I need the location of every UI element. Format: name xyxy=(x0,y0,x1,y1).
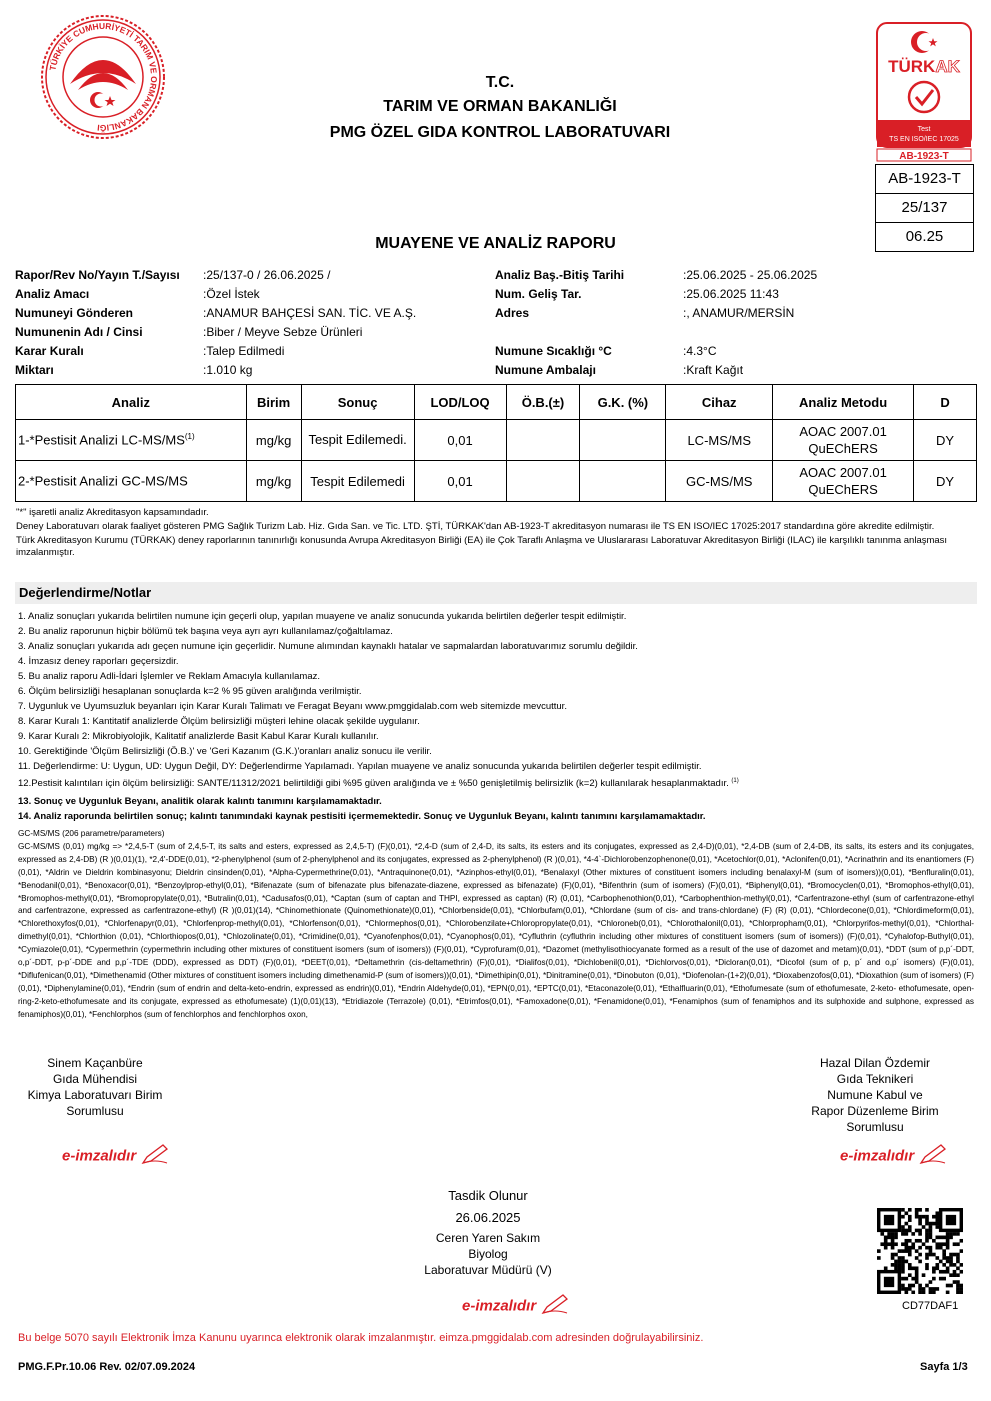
info-label: Karar Kuralı xyxy=(15,344,84,358)
info-value: :, ANAMUR/MERSİN xyxy=(683,306,795,320)
note-item: 8. Karar Kuralı 1: Kantitatif analizlerde Ölçüm belirsizliği müşteri lehine olacak şekilde uygulanır. xyxy=(18,716,420,727)
form-number: PMG.F.Pr.10.06 Rev. 02/07.09.2024 xyxy=(18,1361,196,1373)
signer-name: Hazal Dilan Özdemir xyxy=(819,1056,931,1070)
signer-role: Rapor Düzenleme Birim xyxy=(811,1104,939,1118)
table-row xyxy=(16,461,977,502)
uncertainty-cell xyxy=(506,461,580,502)
accreditation-notes xyxy=(16,507,976,559)
note-item: 5. Bu analiz raporu Adli-İdari İşlemler ve Reklam Amacıyla kullanılamaz. xyxy=(18,671,321,682)
turkak-standard: TS EN ISO/IEC 17025 xyxy=(889,136,959,143)
esignature-footer-note: Bu belge 5070 sayılı Elektronik İmza Kanunu uyarınca elektronik olarak imzalanmıştır. eimza.pmggidalab.com adresinden doğrulayabilirsiniz. xyxy=(18,1332,704,1344)
notes-list xyxy=(18,609,976,824)
method-cell: AOAC 2007.01 QuEChERS xyxy=(773,461,914,502)
info-value: :1.010 kg xyxy=(203,363,253,377)
column-header: Analiz Metodu xyxy=(773,385,914,420)
info-label: Num. Geliş Tar. xyxy=(495,287,582,301)
info-value: :25.06.2025 11:43 xyxy=(683,287,779,301)
header-tc: T.C. xyxy=(485,74,515,91)
column-header: Ö.B.(±) xyxy=(506,385,580,420)
esignature-center: e-imzalıdır xyxy=(462,1293,569,1320)
info-label: Numune Sıcaklığı °C xyxy=(495,344,612,358)
note-item: 4. İmzasız deney raporları geçersizdir. xyxy=(18,656,179,667)
signer-role: Laboratuvar Müdürü (V) xyxy=(424,1263,552,1277)
approval-text: Tasdik Olunur xyxy=(448,1188,528,1203)
approval-date: 26.06.2025 xyxy=(455,1210,521,1225)
notes-title: Değerlendirme/Notlar xyxy=(15,582,977,604)
column-header: Analiz xyxy=(16,385,247,420)
evaluation-cell: DY xyxy=(914,420,977,461)
note-item: 10. Gerektiğinde 'Ölçüm Belirsizliği (Ö.B.)' ve 'Geri Kazanım (G.K.)'oranları analiz sonucu ile verilir. xyxy=(18,746,432,757)
lod-cell: 0,01 xyxy=(414,461,506,502)
note-item: 9. Karar Kuralı 2: Mikrobiyolojik, Kalitatif analizlerde Basit Kabul Karar Kuralı kullanılır. xyxy=(18,731,379,742)
signer-title: Gıda Teknikeri xyxy=(836,1072,914,1086)
info-label: Analiz Amacı xyxy=(15,287,90,301)
analysis-name: 1-*Pestisit Analizi LC-MS/MS$^{(1)}$ xyxy=(16,420,247,461)
info-value: :Biber / Meyve Sebze Ürünleri xyxy=(203,325,363,339)
signer-role: Numune Kabul ve xyxy=(827,1088,923,1102)
signer-name: Sinem Kaçanbüre xyxy=(47,1056,143,1070)
note-item: 12.Pestisit kalıntıları için ölçüm belirsizliği: SANTE/11312/2021 belirtildiği gibi %95 güven aralığında ve ± %50 genişletilmiş belirsizlik (k=2) kullanılarak hesaplanmaktadır. $^{(1)}$ xyxy=(18,778,739,790)
signature-center xyxy=(388,1188,588,1278)
note-item: 7. Uygunluk ve Uyumsuzluk beyanları için Karar Kuralı Talimatı ve Feragat Beyanı www.pmggidalab.com web sitemizde mevcuttur. xyxy=(18,701,567,712)
recovery-cell xyxy=(580,420,666,461)
qr-code-icon xyxy=(877,1208,963,1294)
info-value: :Özel İstek xyxy=(203,287,260,301)
parameter-title: GC-MS/MS (206 parametre/parameters) xyxy=(18,829,165,838)
report-number: 25/137 xyxy=(876,194,973,223)
column-header: Cihaz xyxy=(666,385,773,420)
accreditation-note: Deney Laboratuvarı olarak faaliyet gösteren PMG Sağlık Turizm Lab. Hiz. Gıda San. ve Tic. LTD. ŞTİ, TÜRKAK'dan AB-1923-T akreditasyon numarası ile TS EN ISO/IEC 17025:2017 standardına göre akredite edilmiştir. xyxy=(16,521,935,532)
column-header: G.K. (%) xyxy=(580,385,666,420)
turkak-test-label: Test xyxy=(917,126,931,133)
signer-name: Ceren Yaren Sakım xyxy=(435,1231,541,1245)
column-header: LOD/LOQ xyxy=(414,385,506,420)
result-cell: Tespit Edilemedi xyxy=(301,461,414,502)
accreditation-note: "*" işaretli analiz Akreditasyon kapsamındadır. xyxy=(16,507,209,518)
note-item-bold: 14. Analiz raporunda belirtilen sonuç; kalıntı tanımındaki kaynak pestisiti içermemektedir. Sonuç ve Uygunluk Beyanı, kalıntı tanımını karşılamamaktadır. xyxy=(18,811,706,823)
signer-role: Sorumlusu xyxy=(66,1104,124,1118)
header-ministry: TARIM VE ORMAN BAKANLIĞI xyxy=(383,98,617,115)
info-label: Numuneyi Gönderen xyxy=(15,306,134,320)
info-value: :25/137-0 / 26.06.2025 / xyxy=(203,268,331,282)
pen-icon xyxy=(141,1143,169,1170)
uncertainty-cell xyxy=(506,420,580,461)
device-cell: LC-MS/MS xyxy=(666,420,773,461)
report-date-code: 06.25 xyxy=(905,228,944,245)
info-label: Numune Ambalajı xyxy=(495,363,596,377)
note-item: 3. Analiz sonuçları yukarıda adı geçen numune için geçerlidir. Numune alımından kaynaklı hatalar ve sapmalardan laboratuvarımız sorumlu değildir. xyxy=(18,641,638,652)
result-cell: Tespit Edilemedi. xyxy=(301,420,414,461)
esignature-right: e-imzalıdır xyxy=(840,1143,947,1170)
note-item: 6. Ölçüm belirsizliği hesaplanan sonuçlarda k=2 % 95 güven aralığında verilmiştir. xyxy=(18,686,362,697)
column-header: D xyxy=(914,385,977,420)
ministry-seal xyxy=(40,14,166,140)
signer-title: Gıda Mühendisi xyxy=(52,1072,138,1086)
svg-text:TÜRKİYE CUMHURİYETİ TARIM VE O: TÜRKİYE CUMHURİYETİ TARIM VE ORMAN BAKANLIĞI xyxy=(47,20,160,134)
table-row xyxy=(16,420,977,461)
report-title: MUAYENE VE ANALİZ RAPORU xyxy=(375,235,616,252)
signer-role: Kimya Laboratuvarı Birim xyxy=(27,1088,163,1102)
turkak-logo xyxy=(876,22,972,162)
table-header-row xyxy=(16,385,977,420)
info-label: Analiz Baş.-Bitiş Tarihi xyxy=(495,268,625,282)
method-cell: AOAC 2007.01 QuEChERS xyxy=(773,420,914,461)
parameter-list xyxy=(18,828,974,1022)
pen-icon xyxy=(919,1143,947,1170)
page-number: Sayfa 1/3 xyxy=(920,1361,968,1373)
info-label: Numunenin Adı / Cinsi xyxy=(15,325,143,339)
turkak-code: AB-1923-T xyxy=(899,151,949,162)
info-label: Miktarı xyxy=(15,363,54,377)
note-item: 11. Değerlendirme: U: Uygun, UD: Uygun Değil, DY: Değerlendirme Yapılamadı. Yapılan muayene ve analiz sonucunda yukarıda belirtilen değerler tespit edilmiştir. xyxy=(18,761,702,772)
info-value: :Talep Edilmedi xyxy=(203,344,285,358)
signature-left xyxy=(10,1055,180,1119)
lod-cell: 0,01 xyxy=(414,420,506,461)
info-label: Adres xyxy=(495,306,530,320)
qr-code-text: CD77DAF1 xyxy=(902,1300,959,1312)
accreditation-number: AB-1923-T xyxy=(876,165,973,194)
signer-role: Sorumlusu xyxy=(846,1120,904,1134)
recovery-cell xyxy=(580,461,666,502)
column-header: Sonuç xyxy=(301,385,414,420)
info-value: :4.3°C xyxy=(683,344,717,358)
unit-cell: mg/kg xyxy=(246,420,301,461)
device-cell: GC-MS/MS xyxy=(666,461,773,502)
info-value: :Kraft Kağıt xyxy=(683,363,744,377)
signer-title: Biyolog xyxy=(468,1247,508,1261)
note-item-bold: 13. Sonuç ve Uygunluk Beyanı, analitik olarak kalıntı tanımını karşılamamaktadır. xyxy=(18,796,382,808)
signature-right xyxy=(790,1055,960,1135)
analysis-name: 2-*Pestisit Analizi GC-MS/MS xyxy=(16,461,247,502)
results-table xyxy=(15,384,977,502)
header-lab: PMG ÖZEL GIDA KONTROL LABORATUVARI xyxy=(329,124,671,141)
note-item: 1. Analiz sonuçları yukarıda belirtilen numune için geçerli olup, yapılan muayene ve analiz sonucunda yukarıda belirtilen değerler tespit edilmiştir. xyxy=(18,611,627,622)
info-value: :ANAMUR BAHÇESİ SAN. TİC. VE A.Ş. xyxy=(203,306,417,320)
info-value: :25.06.2025 - 25.06.2025 xyxy=(683,268,818,282)
evaluation-cell: DY xyxy=(914,461,977,502)
note-item: 2. Bu analiz raporunun hiçbir bölümü tek başına veya ayrı ayrı kullanılamaz/çoğaltılamaz. xyxy=(18,626,393,637)
column-header: Birim xyxy=(246,385,301,420)
unit-cell: mg/kg xyxy=(246,461,301,502)
pen-icon xyxy=(541,1293,569,1320)
svg-text:TÜRKAK: TÜRKAK xyxy=(888,57,960,76)
info-label: Rapor/Rev No/Yayın T./Sayısı xyxy=(15,268,180,282)
esignature-left: e-imzalıdır xyxy=(62,1143,169,1170)
accreditation-note: Türk Akreditasyon Kurumu (TÜRKAK) deney raporlarının tanınırlığı konusunda Avrupa Akreditasyon Birliği (EA) ile Çok Taraflı Anlaşma ve Uluslararası Laboratuvar Akreditasyon Birliği (ILAC) ile karşılıklı tanınma anlaşması imzalanmıştır. xyxy=(16,535,948,558)
parameter-text: GC-MS/MS (0,01) mg/kg => *2,4,5-T (sum of 2,4,5-T, its salts and esters, expressed as 2,4,5-T) (F)(0,01), *2,4-D (sum of 2,4-D, its salts, its esters and its conjugates, expressed as 2,4-D)(0,01), *2,4-DB (sum of 2,4-DB, its salts, its esters and its conjugates, expressed as 2,4-DB) (R )(0,01)(1), *2,4'-DDE(0,01), *2-phenylphenol (sum of 2-phenylphenol and its conjugates, expressed as 2-phenylphenol) (R )(0,01), *4-4`-Dichlorobenzophenone(0,01), *Acetochlor(0,01), *Aclonifen(0,01), *Acrinathrin and its enantiomers (F)(0,01), *Aldrin ve Dieldrin kombinasyonu; Dieldrin cinsinden(0,01), *Alpha-Cypermethrine(0,01), *Antraquinone(0,01), *Azinphos-ethyl(0,01), *Benalaxyl (Other mixtures of constituent isomers including benalaxyl-M (sum of isomers))(0,01), *Benfluralin(0,01), *Benodanil(0,01), *Benoxacor(0,01), *Benzoylprop-ethyl(0,01), *Bifenazate (sum of bifenazate plus bifenazate-diazene, expressed as bifenazate) (F)(0,01), *Bifenthrin (sum of isomers) (F)(0,01), *Biphenyl(0,01), *Bromocyclen(0,01), *Bromophos-ethyl(0,01), *Bromophos-methyl(0,01), *Bromopropylate(0,01), *Butralin(0,01), *Cadusafos(0,01), *Captan (sum of captan and THPI, expressed as captan) (R) (0,01), *Carbophenothion(0,01), *Carbophenthion-methyl(0,01), *Carfentrazone-ethyl (sum of carfentrazone-ethyl and carfentrazone, expressed as carfentrazone-ethyl) (R )(0,01)(14), *Chinomethionate (Quinomethionate)(0,01), *Chlorbenside(0,01), *Chlorbufam(0,01), *Chlordane (sum of cis- and trans-chlordane) (F) (R) (0,01), *Chlordecone(0,01), *Chlordimeform(0,01), *Chlorethoxyfos(0,01), *Chlorfenapyr(0,01), *Chlorfenprop-methyl(0,01), *Chlorfenson(0,01), *Chlormephos(0,01), *Chlorobenzilate+Chloropropylate(0,01), *Chloroneb(0,01), *Chlorothalonil(0,01), *Chlorpropham(0,01), *Chlorpyrifos-methyl(0,01), *Chlorthal-dimethyl(0,01), *Chlorthion (0,01), *Chlorthiopos(0,01), *Chlozolinate(0,01), *Crimidine(0,01), *Cyanofenphos(0,01), *Cyanophos(0,01), *Cyfluthrin (cyfluthrin including other mixtures of constituent isomers (sum of isomers)) (F)(0,01), *Cyhalofop-Buthyl(0,01), *Cymiazole(0,01), *Cypermethrin (cypermethrin including other mixtures of constituent isomers (sum of isomers)) (F)(0,01), *Cyprofuram(0,01), *Dazomet (methylisothiocyanate formed as a result of the use of dazomet and metam)(0,01), *DDT (sum of p,p´-DDT, o,p´-DDT, p-p´-DDE and p,p´-TDE (DDD), expressed as DDT) (F)(0,01), *DEET(0,01), *Deltamethrin (cis-deltamethrin) (F)(0,01), *Dialifos(0,01), *Dichlobenil(0,01), *Dichlorvos(0,01), *Dicloran(0,01), *Dicofol (sum of p, p´ and o,p´ isomers) (F)(0,01), *Diflufenican(0,01), *Dimethenamid (Other mixtures of constituent isomers including dimethenamid-P (sum of isomers))(0,01), *Dimethipin(0,01), *Dinitramine(0,01), *Dinobuton (0,01), *Diofenolan-(1+2)(0,01), *Dioxabenzofos(0,01), *Dioxathion (sum of isomers) (F)(0,01), *Diphenylamine(0,01), *Endrin (sum of endrin and delta-keto-endrin, expressed as endrin)(0,01), *Endrin Aldehyde(0,01), *EPN(0,01), *EPTC(0,01), *Etaconazole(0,01), *Ethalfluarin(0,01), *Ethofumesate (sum of ethofumesate, 2-keto- ethofumesate, open-ring-2-keto-ethofumesate and its conjugate, expressed as ethofumesate) (1)(0,01)(13), *Etridiazole (Terrazole) (0,01), *Etrimfos(0,01), *Famoxadone(0,01), *Fenamidone(0,01), *Fenamiphos (sum of fenamiphos and its sulphoxide and sulphone, expressed as fenamiphos)(0,01), *Fenchlorphos (sum of fenchlorphos and fenchlorphos oxon, xyxy=(18,841,974,1019)
